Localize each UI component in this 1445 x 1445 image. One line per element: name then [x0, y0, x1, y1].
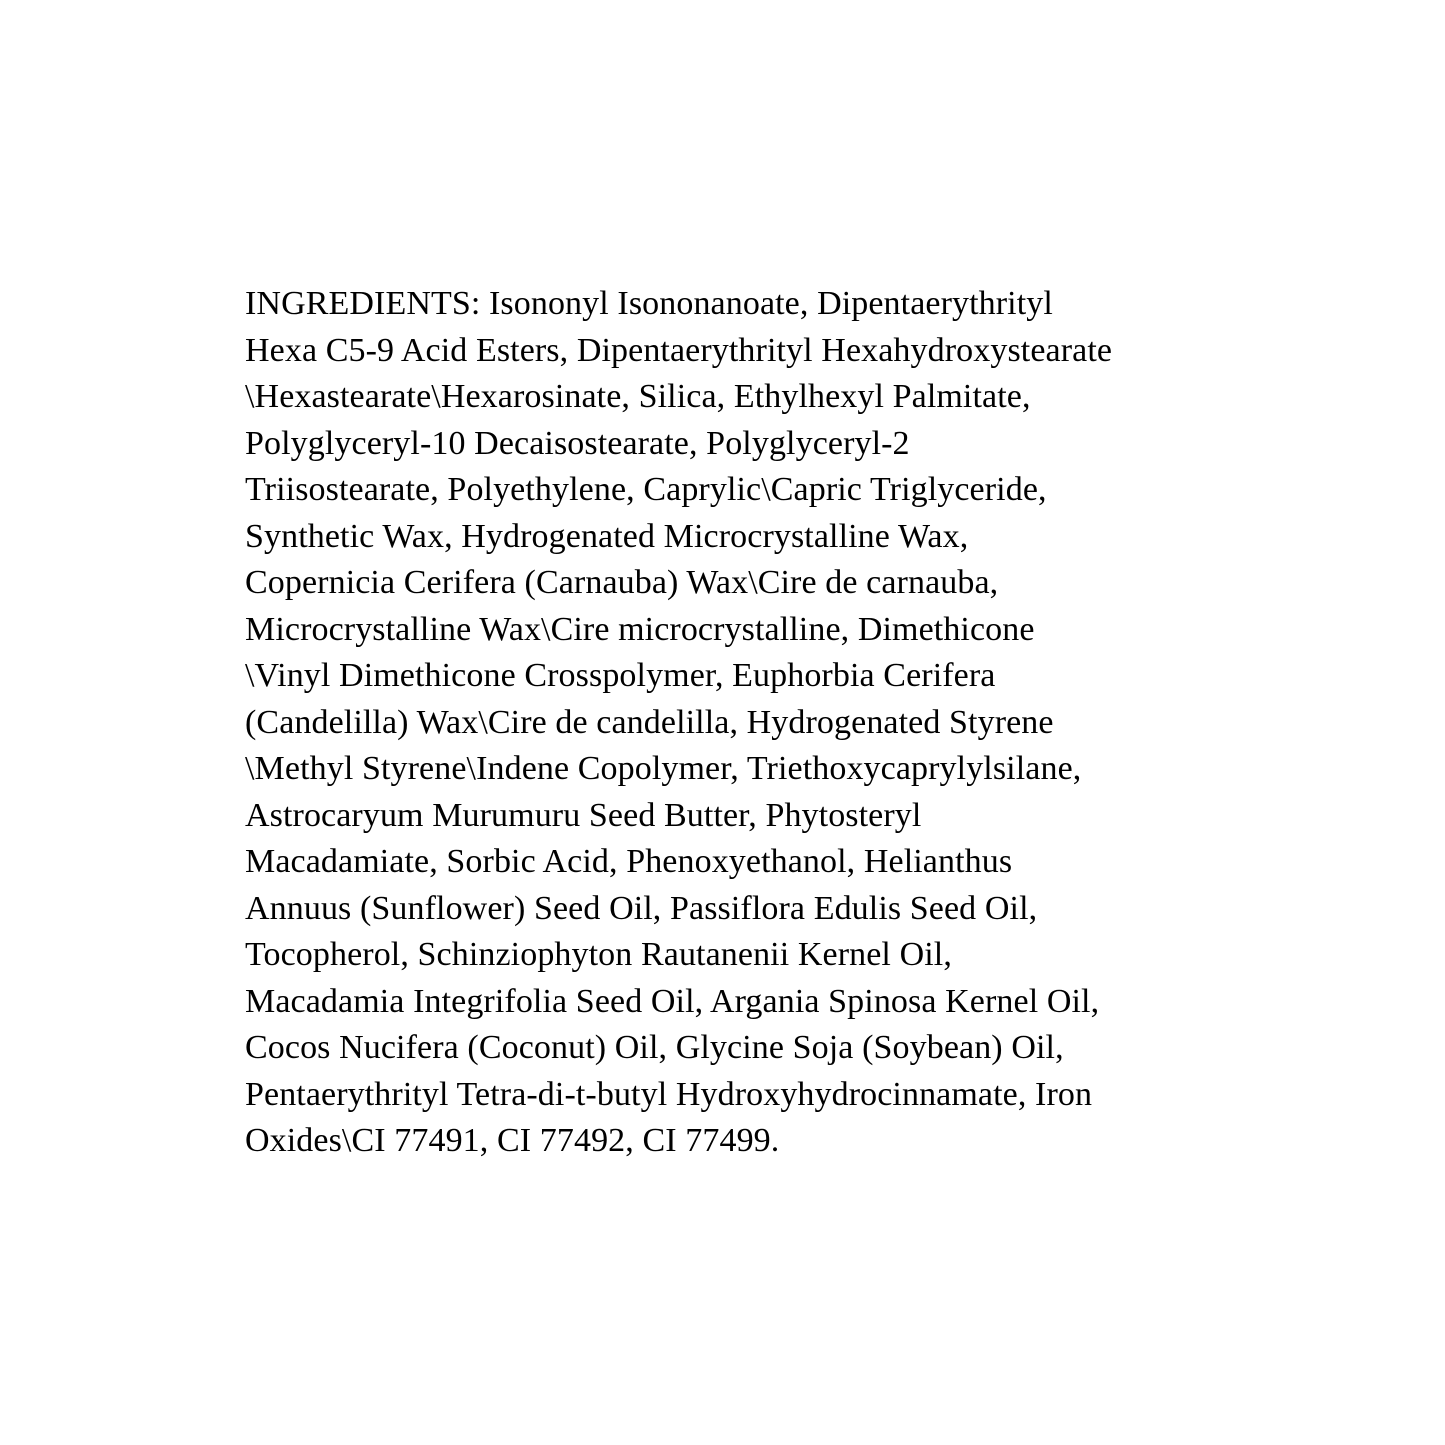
ingredients-line: Cocos Nucifera (Coconut) Oil, Glycine Soja (Soybean) Oil, — [245, 1029, 1064, 1066]
ingredients-line: Polyglyceryl-10 Decaisostearate, Polyglyceryl-2 — [245, 424, 910, 462]
ingredients-line: Pentaerythrityl Tetra-di-t-butyl Hydroxyhydrocinnamate, Iron — [245, 1075, 1093, 1113]
ingredients-line: Macadamiate, Sorbic Acid, Phenoxyethanol, Helianthus — [245, 843, 1013, 880]
ingredients-line: \Methyl Styrene\Indene Copolymer, Triethoxycaprylylsilane, — [245, 750, 1082, 787]
ingredients-line: Astrocaryum Murumuru Seed Butter, Phytosteryl — [245, 796, 922, 834]
ingredients-line: INGREDIENTS: Isononyl Isononanoate, Dipentaerythrityl — [245, 285, 1053, 322]
ingredients-line: Annuus (Sunflower) Seed Oil, Passiflora Edulis Seed Oil, — [245, 889, 1038, 927]
ingredients-line: Hexa C5-9 Acid Esters, Dipentaerythrityl Hexahydroxystearate — [245, 331, 1113, 369]
ingredients-text-block — [245, 281, 1235, 1165]
ingredients-line: Macadamia Integrifolia Seed Oil, Argania Spinosa Kernel Oil, — [245, 982, 1100, 1020]
ingredients-line: (Candelilla) Wax\Cire de candelilla, Hydrogenated Styrene — [245, 703, 1054, 741]
ingredients-line: Triisostearate, Polyethylene, Caprylic\Capric Triglyceride, — [245, 471, 1047, 508]
ingredients-line: Tocopherol, Schinziophyton Rautanenii Kernel Oil, — [245, 936, 952, 973]
ingredients-line: Microcrystalline Wax\Cire microcrystalline, Dimethicone — [245, 610, 1035, 648]
ingredients-line: \Hexastearate\Hexarosinate, Silica, Ethylhexyl Palmitate, — [245, 378, 1031, 415]
ingredients-line: Synthetic Wax, Hydrogenated Microcrystalline Wax, — [245, 517, 969, 555]
ingredients-line: Oxides\CI 77491, CI 77492, CI 77499. — [245, 1122, 780, 1159]
ingredients-line: \Vinyl Dimethicone Crosspolymer, Euphorbia Cerifera — [245, 657, 996, 694]
ingredients-line: Copernicia Cerifera (Carnauba) Wax\Cire de carnauba, — [245, 564, 999, 601]
